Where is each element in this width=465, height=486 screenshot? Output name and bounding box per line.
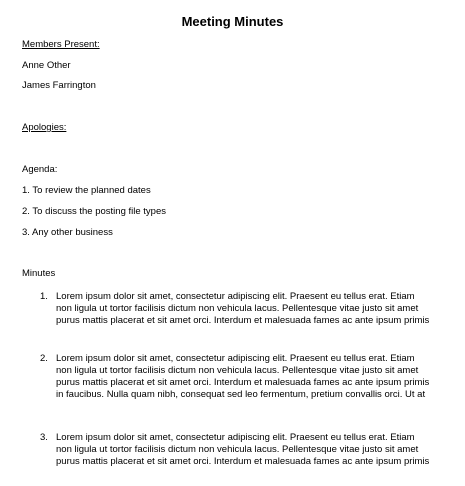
text-line: non ligula ut tortor facilisis dictum non vehicula lacus. Pellentesque vitae justo sit amet [56,303,419,314]
text-line: non ligula ut tortor facilisis dictum non vehicula lacus. Pellentesque vitae justo sit amet [56,365,419,376]
minutes-heading: Minutes [22,268,56,279]
text-line: Lorem ipsum dolor sit amet, consectetur adipiscing elit. Praesent eu tellus erat. Etiam [56,291,415,302]
member-name: James Farrington [22,80,96,91]
member-name: Anne Other [22,60,71,71]
list-item-text [56,353,450,401]
apologies-heading: Apologies: [22,122,67,133]
text-line: non ligula ut tortor facilisis dictum non vehicula lacus. Pellentesque vitae justo sit amet [56,444,419,455]
text-line: purus mattis placerat et sit amet orci. Interdum et malesuada fames ac ante ipsum primis [56,456,430,467]
text-line: in faucibus. Nulla quam nibh, consequat sed leo fermentum, pretium convallis orci. Ut at [56,389,426,400]
text-line: Lorem ipsum dolor sit amet, consectetur adipiscing elit. Praesent eu tellus erat. Etiam [56,432,415,443]
members-heading: Members Present: [22,39,100,50]
list-item-text [56,291,450,327]
list-item-number: 3. [40,432,48,443]
text-line: purus mattis placerat et sit amet orci. Interdum et malesuada fames ac ante ipsum primis [56,377,430,388]
agenda-item: 1. To review the planned dates [22,185,151,196]
agenda-heading: Agenda: [22,164,58,175]
list-item-number: 1. [40,291,48,302]
text-line: purus mattis placerat et sit amet orci. Interdum et malesuada fames ac ante ipsum primis [56,315,430,326]
list-item-text [56,432,450,468]
text-line: Lorem ipsum dolor sit amet, consectetur adipiscing elit. Praesent eu tellus erat. Etiam [56,353,415,364]
page-title: Meeting Minutes [181,14,284,29]
agenda-item: 2. To discuss the posting file types [22,206,166,217]
list-item-number: 2. [40,353,48,364]
agenda-item: 3. Any other business [22,227,113,238]
